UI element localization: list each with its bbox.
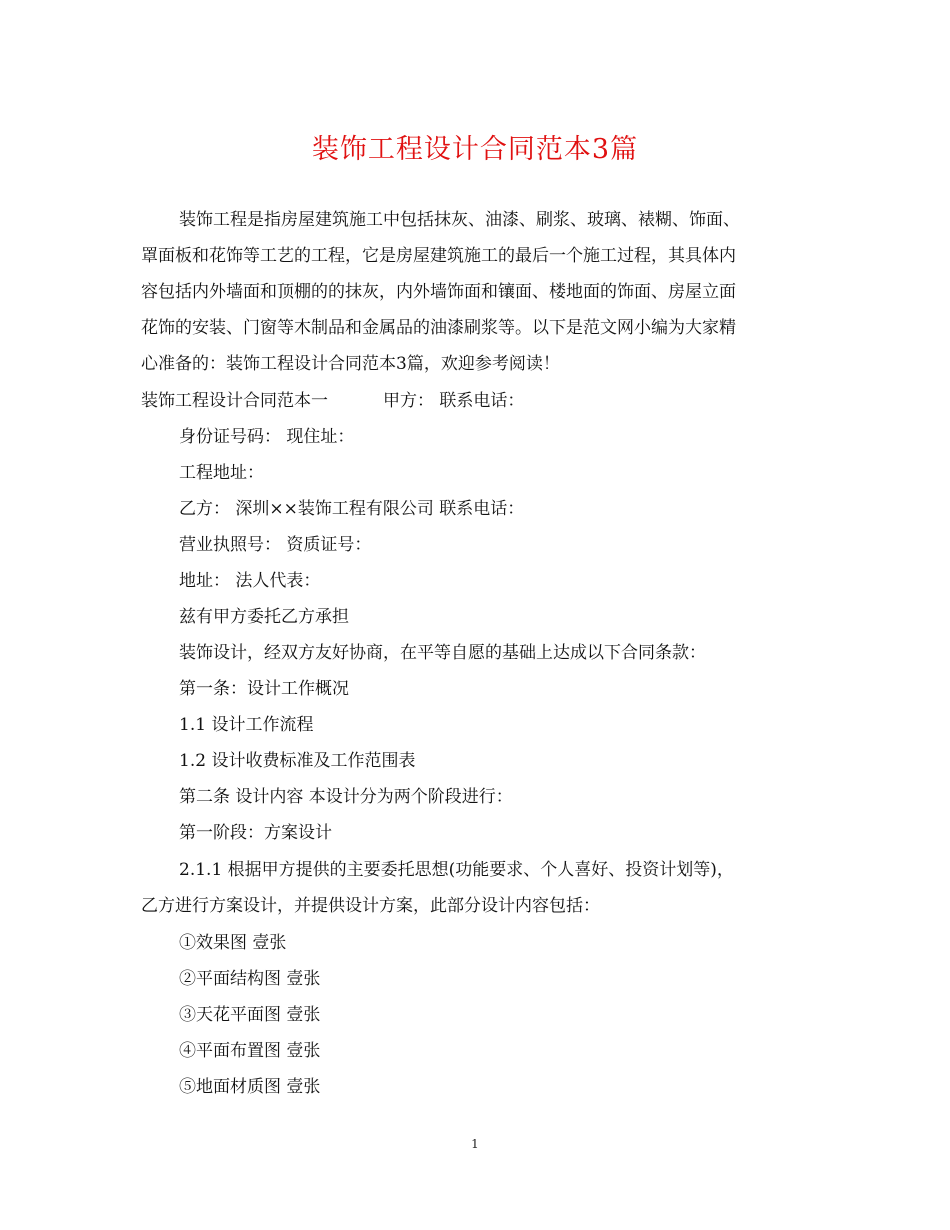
- body-line: 身份证号码： 现住址：: [179, 427, 355, 447]
- body-line: 装饰设计，经双方友好协商，在平等自愿的基础上达成以下合同条款：: [179, 643, 706, 663]
- clause-line: 乙方进行方案设计，并提供设计方案，此部分设计内容包括：: [141, 896, 600, 916]
- list-item: ⑤地面材质图 壹张: [179, 1077, 321, 1097]
- section-heading: 第二条 设计内容 本设计分为两个阶段进行：: [179, 787, 513, 807]
- body-line: 地址： 法人代表：: [179, 571, 321, 591]
- stage-heading: 第一阶段：方案设计: [179, 823, 332, 843]
- party-a-label: 甲方： 联系电话：: [383, 391, 525, 411]
- list-item: ①效果图 壹张: [179, 933, 287, 953]
- page-number: 1: [471, 1137, 479, 1151]
- body-line: 工程地址：: [179, 463, 264, 483]
- subsection-line: 1.2 设计收费标准及工作范围表: [179, 751, 416, 771]
- body-line: 乙方： 深圳××装饰工程有限公司 联系电话：: [179, 499, 525, 519]
- intro-line: 罩面板和花饰等工艺的工程，它是房屋建筑施工的最后一个施工过程，其具体内: [141, 246, 736, 266]
- document-title: 装饰工程设计合同范本3篇: [311, 134, 639, 165]
- section-heading: 第一条：设计工作概况: [179, 679, 349, 699]
- list-item: ③天花平面图 壹张: [179, 1005, 321, 1025]
- clause-line: 2.1.1 根据甲方提供的主要委托思想(功能要求、个人喜好、投资计划等)，: [179, 860, 734, 880]
- intro-line: 心准备的：装饰工程设计合同范本3篇，欢迎参考阅读！: [141, 354, 560, 374]
- list-item: ②平面结构图 壹张: [179, 969, 321, 989]
- list-item: ④平面布置图 壹张: [179, 1041, 321, 1061]
- intro-line: 花饰的安装、门窗等木制品和金属品的油漆刷浆等。以下是范文网小编为大家精: [141, 318, 736, 338]
- subsection-line: 1.1 设计工作流程: [179, 715, 314, 735]
- body-line: 兹有甲方委托乙方承担: [179, 607, 349, 627]
- body-line: 营业执照号： 资质证号：: [179, 535, 372, 555]
- intro-line: 装饰工程是指房屋建筑施工中包括抹灰、油漆、刷浆、玻璃、裱糊、饰面、: [179, 210, 740, 230]
- contract-heading: 装饰工程设计合同范本一: [141, 391, 328, 411]
- intro-line: 容包括内外墙面和顶棚的的抹灰，内外墙饰面和镶面、楼地面的饰面、房屋立面: [141, 282, 736, 302]
